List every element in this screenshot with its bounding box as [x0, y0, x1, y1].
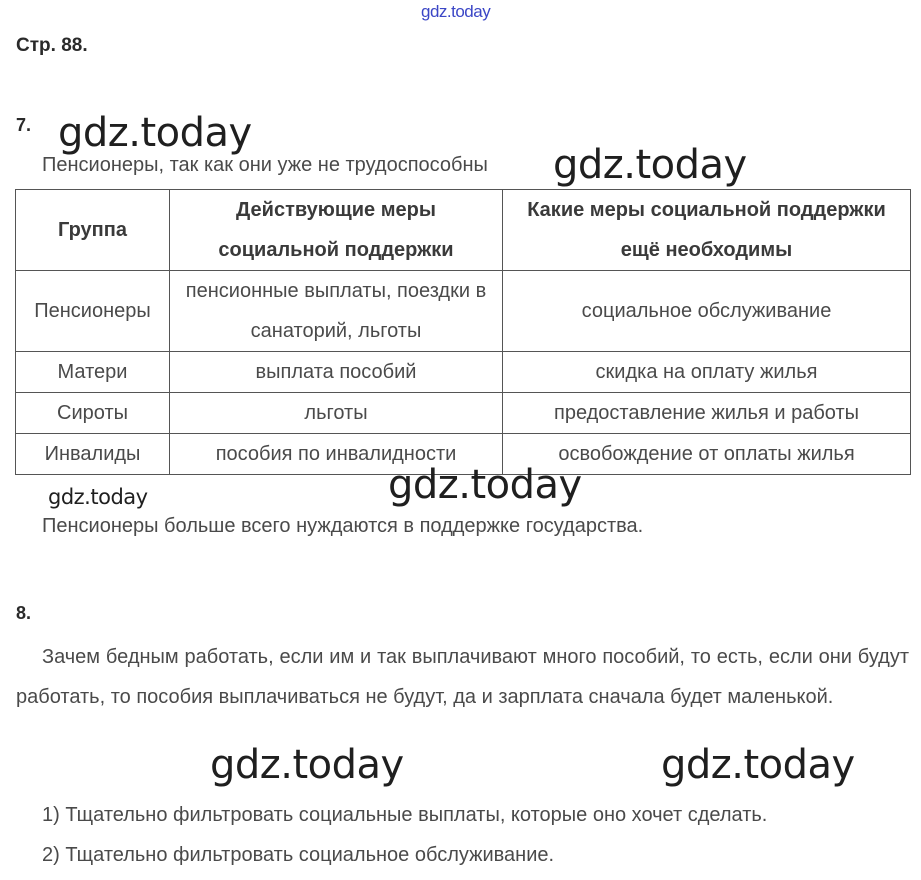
header-group: Группа [16, 190, 170, 271]
watermark-1: gdz.today [58, 110, 252, 156]
task7-number: 7. [16, 115, 32, 135]
watermark-top: gdz.today [421, 2, 491, 21]
watermark-3: gdz.today [48, 485, 148, 509]
table-row [16, 271, 911, 352]
task8-item-2: 2) Тщательно фильтровать социальное обслуживание. [42, 844, 555, 866]
task8-number: 8. [16, 603, 32, 623]
header-current-measures: Действующие меры социальной поддержки [170, 190, 503, 271]
task8-item-1: 1) Тщательно фильтровать социальные выплаты, которые оно хочет сделать. [42, 804, 768, 826]
cell-current: пособия по инвалидности [170, 434, 503, 475]
cell-needed: скидка на оплату жилья [503, 352, 911, 393]
table-header-row [16, 190, 911, 271]
watermark-5: gdz.today [210, 742, 404, 788]
cell-needed: предоставление жилья и работы [503, 393, 911, 434]
cell-group: Матери [16, 352, 170, 393]
page-heading: Стр. 88. [16, 35, 88, 56]
header-needed-measures: Какие меры социальной поддержки ещё необходимы [503, 190, 911, 271]
cell-needed: социальное обслуживание [503, 271, 911, 352]
cell-group: Сироты [16, 393, 170, 434]
task8-paragraph: Зачем бедным работать, если им и так выплачивают много пособий, то есть, если они будут работать, то пособия выплачиваться не будут, да и зарплата сначала будет маленькой. [16, 646, 909, 708]
cell-needed: освобождение от оплаты жилья [503, 434, 911, 475]
cell-group: Пенсионеры [16, 271, 170, 352]
table-row [16, 352, 911, 393]
task7-conclusion: Пенсионеры больше всего нуждаются в поддержке государства. [42, 515, 644, 537]
cell-group: Инвалиды [16, 434, 170, 475]
cell-current: пенсионные выплаты, поездки в санаторий, льготы [170, 271, 503, 352]
support-measures-table [15, 189, 911, 475]
table-row [16, 393, 911, 434]
watermark-2: gdz.today [553, 142, 747, 188]
watermark-4: gdz.today [388, 462, 582, 508]
cell-current: выплата пособий [170, 352, 503, 393]
task7-intro: Пенсионеры, так как они уже не трудоспособны [42, 154, 488, 176]
cell-current: льготы [170, 393, 503, 434]
watermark-6: gdz.today [661, 742, 855, 788]
